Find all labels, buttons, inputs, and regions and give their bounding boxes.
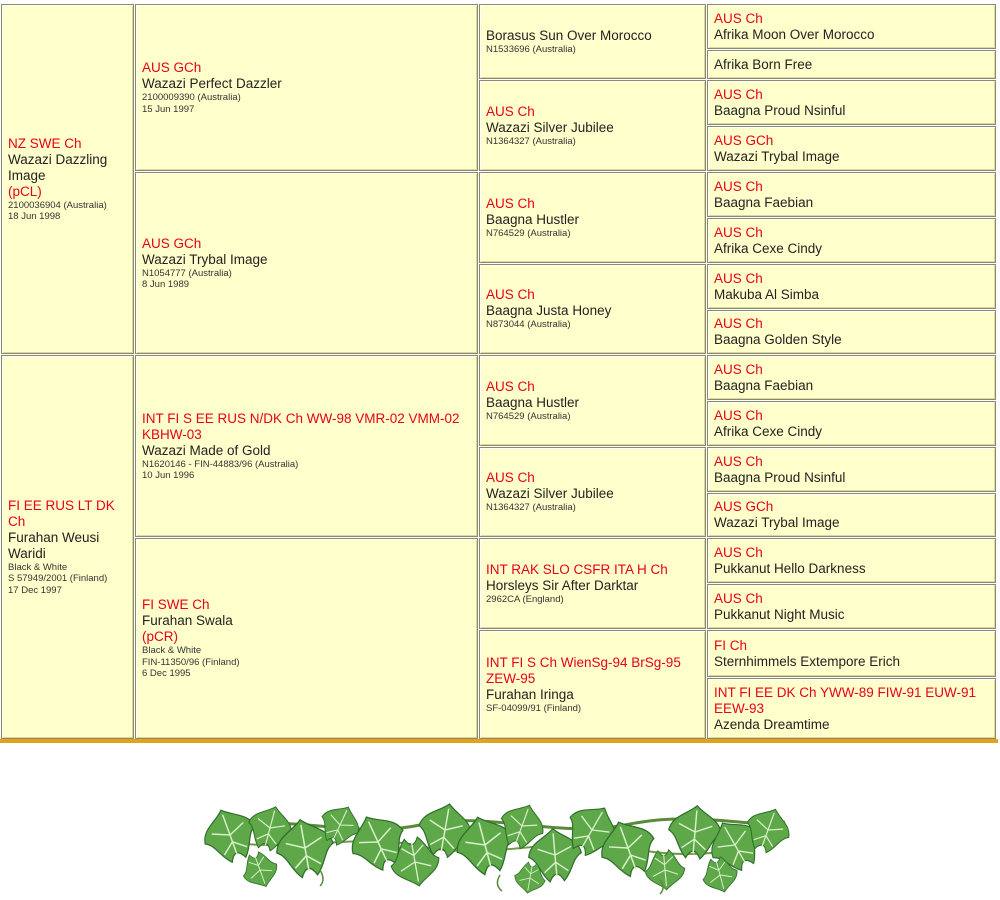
ancestor-name: Pukkanut Hello Darkness [714,560,866,576]
ancestor-reg: SF-04099/91 (Finland) [486,702,582,714]
ancestor-title: AUS Ch [714,590,763,606]
ancestor-title: AUS Ch [714,270,763,286]
sire-title: NZ SWE Ch [8,135,82,151]
ancestor-reg: N1620146 - FIN-44883/96 (Australia) [142,458,299,470]
ancestor-dob: 8 Jun 1989 [142,279,190,290]
pedigree-cell-gen4[interactable] [707,584,996,629]
ancestor-title: AUS Ch [486,287,535,303]
ancestor-note: (pCR) [142,629,178,645]
sire-reg: 2100036904 (Australia) [8,199,107,211]
pedigree-cell-gen4[interactable] [707,4,996,49]
ancestor-title: AUS Ch [714,86,763,102]
ancestor-title: AUS Ch [714,224,763,240]
pedigree-cell-gen4[interactable] [707,355,996,400]
ancestor-name: Wazazi Silver Jubilee [486,119,614,135]
pedigree-cell-gen4[interactable] [707,447,996,492]
pedigree-cell-gen4[interactable] [707,538,996,583]
ancestor-reg: N1364327 (Australia) [486,502,576,514]
pedigree-cell-gen4[interactable] [707,310,996,354]
ancestor-title: FI SWE Ch [142,597,210,613]
ancestor-color: Black & White [142,645,202,657]
ancestor-name: Furahan Iringa [486,686,574,702]
ancestor-title: AUS GCh [142,60,202,75]
pedigree-cell-gen3[interactable] [479,447,706,537]
pedigree-cell-gen4[interactable] [707,218,996,263]
sire-note: (pCL) [8,183,42,199]
ancestor-name: Afrika Cexe Cindy [714,423,823,439]
ancestor-title: INT FI EE DK Ch YWW-89 FIW-91 EUW-91 EEW-93 [714,684,977,716]
pedigree-cell-gen3[interactable] [479,80,706,171]
ancestor-name: Baagna Faebian [714,377,814,393]
pedigree-cell-gen2[interactable] [135,172,478,354]
pedigree-cell-dam[interactable] [1,355,134,739]
pedigree-cell-gen2[interactable] [135,4,478,171]
ancestor-title: AUS Ch [714,453,763,469]
ancestor-name: Baagna Hustler [486,394,580,410]
ancestor-title: AUS GCh [714,132,774,148]
ancestor-title: AUS Ch [714,407,763,423]
ancestor-name: Wazazi Trybal Image [714,148,840,164]
ancestor-dob: 15 Jun 1997 [142,103,195,115]
pedigree-cell-gen2[interactable] [135,355,478,537]
pedigree-cell-gen3[interactable] [479,355,706,446]
pedigree-cell-gen4[interactable] [707,80,996,125]
ancestor-reg: 2962CA (England) [486,593,564,605]
footer-divider-bar [0,739,998,743]
pedigree-cell-gen4[interactable] [707,493,996,537]
ancestor-name: Wazazi Perfect Dazzler [142,76,282,91]
ivy-garland-decoration [200,800,790,900]
ancestor-reg: N764529 (Australia) [486,410,571,422]
ancestor-reg: N1054777 (Australia) [142,267,232,279]
ancestor-dob: 10 Jun 1996 [142,470,195,481]
pedigree-cell-gen4[interactable] [707,678,996,739]
ancestor-title: AUS Ch [714,316,763,331]
ancestor-title: AUS Ch [714,361,763,377]
ancestor-name: Afrika Cexe Cindy [714,240,823,256]
ancestor-name: Baagna Faebian [714,194,814,210]
ancestor-reg: 2100009390 (Australia) [142,92,241,103]
ancestor-title: INT RAK SLO CSFR ITA H Ch [486,561,668,577]
ancestor-name: Baagna Justa Honey [486,303,612,319]
pedigree-cell-gen3[interactable] [479,4,706,79]
ancestor-name: Pukkanut Night Music [714,606,845,622]
ancestor-title: AUS GCh [142,235,202,251]
ancestor-title: AUS Ch [714,544,763,560]
ancestor-title: AUS GCh [714,499,774,514]
ancestor-name: Borasus Sun Over Morocco [486,27,652,43]
ancestor-name: Wazazi Trybal Image [714,515,840,530]
ancestor-title: FI Ch [714,637,748,653]
pedigree-cell-gen4[interactable] [707,50,996,79]
ancestor-title: AUS Ch [486,470,535,486]
ancestor-title: INT FI S EE RUS N/DK Ch WW-98 VMR-02 VMM-02 KBHW-03 [142,410,460,442]
ancestor-name: Afrika Moon Over Morocco [714,26,875,42]
dam-color: Black & White [8,561,68,573]
ancestor-name: Afrika Born Free [714,56,813,72]
pedigree-cell-gen3[interactable] [479,172,706,263]
pedigree-cell-gen2[interactable] [135,538,478,739]
ancestor-name: Baagna Hustler [486,211,580,227]
dam-name: Furahan Weusi Waridi [8,529,100,561]
ancestor-name: Wazazi Trybal Image [142,251,268,267]
ancestor-name: Wazazi Silver Jubilee [486,486,614,502]
pedigree-cell-gen4[interactable] [707,264,996,309]
ancestor-title: AUS Ch [714,178,763,194]
ancestor-title: AUS Ch [486,378,535,394]
ancestor-name: Baagna Golden Style [714,332,842,347]
ancestor-title: AUS Ch [486,195,535,211]
pedigree-cell-sire[interactable] [1,4,134,354]
dam-dob: 17 Dec 1997 [8,584,62,596]
ancestor-name: Azenda Dreamtime [714,716,830,732]
ancestor-name: Furahan Swala [142,613,233,629]
pedigree-cell-gen4[interactable] [707,172,996,217]
dam-reg: S 57949/2001 (Finland) [8,573,108,585]
sire-name: Wazazi Dazzling Image [8,151,108,183]
pedigree-cell-gen3[interactable] [479,630,706,739]
ancestor-reg: N764529 (Australia) [486,227,571,239]
pedigree-cell-gen3[interactable] [479,264,706,354]
pedigree-cell-gen3[interactable] [479,538,706,629]
pedigree-cell-gen4[interactable] [707,401,996,446]
ancestor-name: Sternhimmels Extempore Erich [714,653,901,669]
pedigree-cell-gen4[interactable] [707,126,996,171]
dam-title: FI EE RUS LT DK Ch [8,497,115,529]
ancestor-title: INT FI S Ch WienSg-94 BrSg-95 ZEW-95 [486,654,681,686]
sire-dob: 18 Jun 1998 [8,211,61,222]
ancestor-name: Makuba Al Simba [714,286,820,302]
ancestor-name: Baagna Proud Nsinful [714,102,846,118]
ancestor-reg: N873044 (Australia) [486,319,571,331]
pedigree-cell-gen4[interactable] [707,630,996,677]
ancestor-reg: N1533696 (Australia) [486,43,576,55]
ancestor-name: Baagna Proud Nsinful [714,469,846,485]
ancestor-title: AUS Ch [486,103,535,119]
ancestor-reg: N1364327 (Australia) [486,135,576,147]
ancestor-name: Horsleys Sir After Darktar [486,577,639,593]
ancestor-title: AUS Ch [714,10,763,26]
ancestor-name: Wazazi Made of Gold [142,442,271,458]
ancestor-dob: 6 Dec 1995 [142,668,191,680]
ancestor-reg: FIN-11350/96 (Finland) [142,656,240,668]
